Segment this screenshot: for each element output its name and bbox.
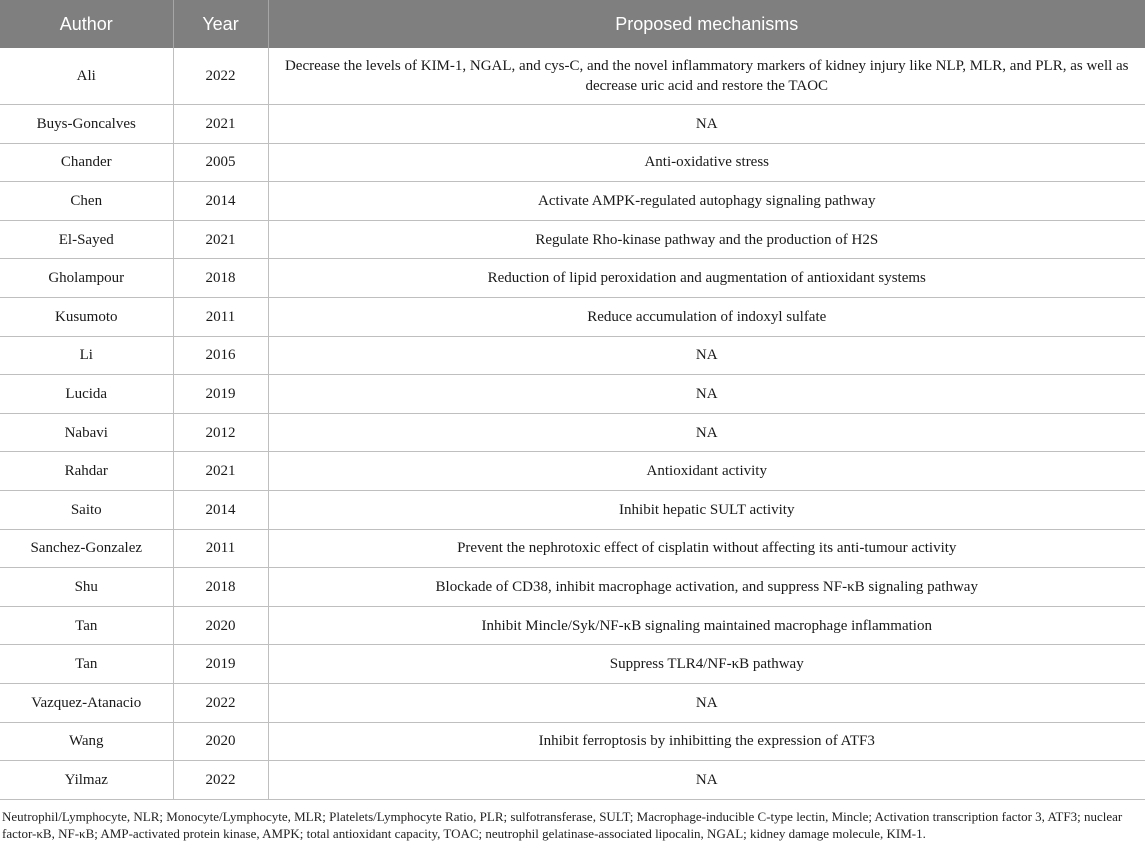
cell-mechanism: Reduction of lipid peroxidation and augmentation of antioxidant systems xyxy=(268,259,1145,298)
cell-year: 2021 xyxy=(173,220,268,259)
cell-year: 2014 xyxy=(173,490,268,529)
cell-author: Wang xyxy=(0,722,173,761)
table-row xyxy=(0,336,1145,375)
cell-mechanism: Inhibit Mincle/Syk/NF-κB signaling maintained macrophage inflammation xyxy=(268,606,1145,645)
table-row xyxy=(0,143,1145,182)
cell-year: 2022 xyxy=(173,683,268,722)
cell-year: 2018 xyxy=(173,568,268,607)
cell-author: Li xyxy=(0,336,173,375)
table-row xyxy=(0,297,1145,336)
cell-year: 2011 xyxy=(173,297,268,336)
cell-mechanism: Prevent the nephrotoxic effect of cisplatin without affecting its anti-tumour activity xyxy=(268,529,1145,568)
table-row xyxy=(0,48,1145,105)
header-mechanisms: Proposed mechanisms xyxy=(268,0,1145,48)
table-row xyxy=(0,105,1145,144)
cell-author: El-Sayed xyxy=(0,220,173,259)
cell-year: 2019 xyxy=(173,375,268,414)
header-author: Author xyxy=(0,0,173,48)
cell-mechanism: NA xyxy=(268,683,1145,722)
cell-year: 2005 xyxy=(173,143,268,182)
table-footnote: Neutrophil/Lymphocyte, NLR; Monocyte/Lymphocyte, MLR; Platelets/Lymphocyte Ratio, PLR; sulfotransferase, SULT; Macrophage-inducible C-type lectin, Mincle; Activation transcription factor 3, ATF3; nuclear factor-κB, NF-κB; AMP-activated protein kinase, AMPK; total antioxidant capacity, TOAC; neutrophil gelatinase-associated lipocalin, NGAL; kidney damage molecule, KIM-1. xyxy=(2,808,1123,841)
cell-mechanism: Blockade of CD38, inhibit macrophage activation, and suppress NF-κB signaling pathway xyxy=(268,568,1145,607)
table-row xyxy=(0,606,1145,645)
cell-mechanism: Decrease the levels of KIM-1, NGAL, and cys-C, and the novel inflammatory markers of kidney injury like NLP, MLR, and PLR, as well as decrease uric acid and restore the TAOC xyxy=(268,48,1145,105)
cell-author: Kusumoto xyxy=(0,297,173,336)
cell-author: Rahdar xyxy=(0,452,173,491)
table-row xyxy=(0,452,1145,491)
cell-mechanism: NA xyxy=(268,413,1145,452)
table-row xyxy=(0,413,1145,452)
cell-mechanism: Activate AMPK-regulated autophagy signaling pathway xyxy=(268,182,1145,221)
cell-author: Ali xyxy=(0,48,173,105)
table-row xyxy=(0,490,1145,529)
table-row xyxy=(0,568,1145,607)
cell-year: 2019 xyxy=(173,645,268,684)
cell-year: 2011 xyxy=(173,529,268,568)
table-row xyxy=(0,182,1145,221)
cell-mechanism: NA xyxy=(268,375,1145,414)
cell-mechanism: NA xyxy=(268,761,1145,800)
cell-author: Yilmaz xyxy=(0,761,173,800)
cell-mechanism: Suppress TLR4/NF-κB pathway xyxy=(268,645,1145,684)
table-body xyxy=(0,48,1145,799)
table-row xyxy=(0,529,1145,568)
cell-mechanism: NA xyxy=(268,336,1145,375)
table-row xyxy=(0,375,1145,414)
table-row xyxy=(0,220,1145,259)
cell-author: Tan xyxy=(0,645,173,684)
cell-mechanism: NA xyxy=(268,105,1145,144)
cell-year: 2022 xyxy=(173,48,268,105)
cell-author: Sanchez-Gonzalez xyxy=(0,529,173,568)
table-row xyxy=(0,683,1145,722)
header-year: Year xyxy=(173,0,268,48)
cell-author: Chander xyxy=(0,143,173,182)
cell-mechanism: Regulate Rho-kinase pathway and the production of H2S xyxy=(268,220,1145,259)
table-row xyxy=(0,645,1145,684)
cell-mechanism: Anti-oxidative stress xyxy=(268,143,1145,182)
cell-year: 2016 xyxy=(173,336,268,375)
cell-year: 2022 xyxy=(173,761,268,800)
cell-year: 2021 xyxy=(173,452,268,491)
cell-mechanism: Inhibit ferroptosis by inhibitting the expression of ATF3 xyxy=(268,722,1145,761)
cell-year: 2021 xyxy=(173,105,268,144)
cell-author: Saito xyxy=(0,490,173,529)
table-row xyxy=(0,259,1145,298)
cell-author: Vazquez-Atanacio xyxy=(0,683,173,722)
cell-author: Nabavi xyxy=(0,413,173,452)
cell-author: Tan xyxy=(0,606,173,645)
cell-mechanism: Antioxidant activity xyxy=(268,452,1145,491)
cell-year: 2014 xyxy=(173,182,268,221)
cell-mechanism: Inhibit hepatic SULT activity xyxy=(268,490,1145,529)
cell-mechanism: Reduce accumulation of indoxyl sulfate xyxy=(268,297,1145,336)
cell-year: 2020 xyxy=(173,722,268,761)
cell-year: 2018 xyxy=(173,259,268,298)
cell-author: Buys-Goncalves xyxy=(0,105,173,144)
cell-author: Shu xyxy=(0,568,173,607)
cell-author: Gholampour xyxy=(0,259,173,298)
table-header xyxy=(0,0,1145,48)
table-row xyxy=(0,761,1145,800)
cell-author: Chen xyxy=(0,182,173,221)
cell-year: 2012 xyxy=(173,413,268,452)
table-row xyxy=(0,722,1145,761)
cell-year: 2020 xyxy=(173,606,268,645)
cell-author: Lucida xyxy=(0,375,173,414)
